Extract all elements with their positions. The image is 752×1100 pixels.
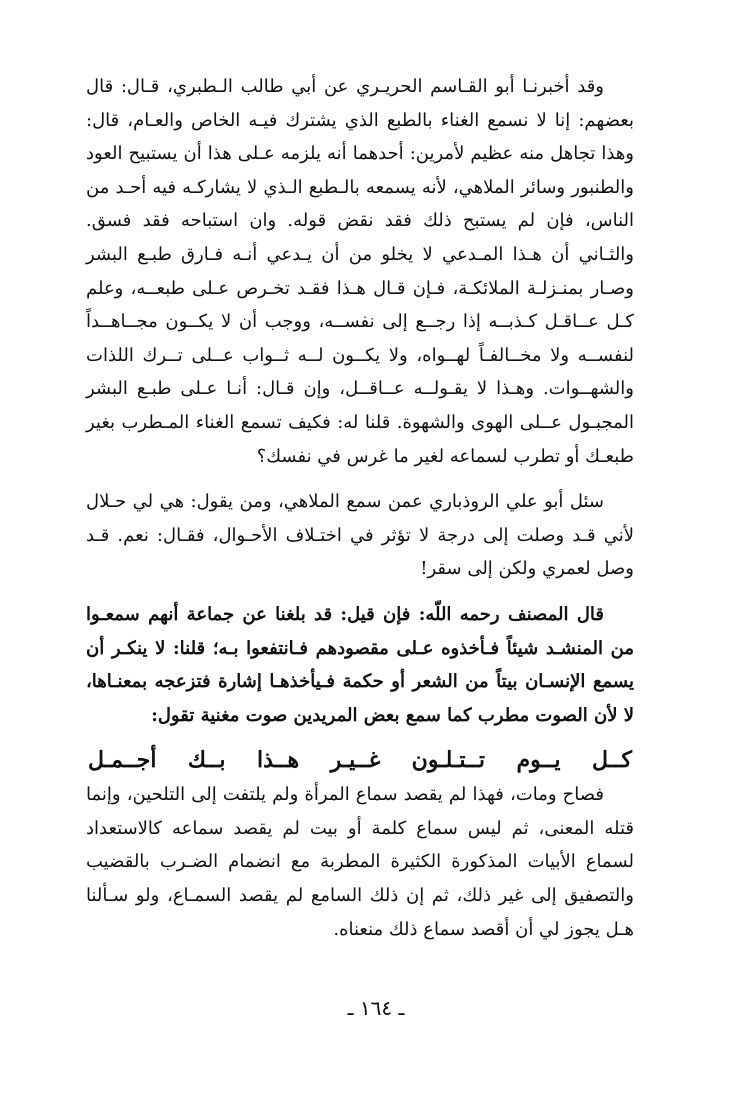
- verse-word: هــذا: [256, 747, 300, 774]
- verse-line: [86, 742, 634, 778]
- paragraph-1: وقد أخبرنـا أبو القـاسم الحريـري عن أبي طالب الـطبري، قـال: قال بعضهم: إنا لا نسمع الغناء بالطبع الذي يشترك فيـه الخاص والعـام، قال: وهذا تجاهل منه عظيم لأمرين: أحدهما أنه يلزمه عـلى هذا أن يستبيح العود والطنبور وسائر الملاهي، لأنه يسمعه بالـطبع الـذي لا يشاركـه فيه أحـد من الناس، فإن لم يستبح ذلك فقد نقض قوله. وان استباحه فقد فسق. والثـاني أن هـذا المـدعي لا يخلو من أن يـدعي أنـه فـارق طبـع البشر وصـار بمنـزلـة الملائكـة، فـإن قـال هـذا فقـد تخـرص عـلى طبعــه، وعلم كـل عــاقـل كـذبــه إذا رجــع إلى نفســه، ووجب أن لا يكــون مجــاهــداً لنفســه ولا مخــالفـاً لهــواه، ولا يكــون لــه ثــواب عــلى تــرك اللذات والشهــوات. وهـذا لا يقـولــه عــاقــل، وإن قـال: أنـا عـلى طبـع البشر المجبـول عــلى الهوى والشهوة. قلنا له: فكيف تسمع الغناء المـطرب بغير طبعـك أو تطرب لسماعه لغير ما غرس في نفسك؟: [86, 76, 634, 467]
- verse-word: تــتـلـون: [411, 747, 486, 774]
- verse-word: غــيـر: [330, 747, 381, 774]
- paragraph-4: فصاح ومات، فهذا لم يقصد سماع المرأة ولم يلتفت إلى التلحين، وإنما قتله المعنى، ثم ليس سماع كلمة أو بيت لم يقصد سماعه كالاستعداد لسماع الأبيات المذكورة الكثيرة المطربة مع انضمام الضـرب بالقضيب والتصفيق إلى غير ذلك، ثم إن ذلك السامع لم يقصد السمـاع، ولو سـألنا هـل يجوز لي أن أقصد سماع ذلك منعناه.: [86, 784, 634, 940]
- verse-word: أجــمـل: [88, 747, 157, 774]
- text-body: [86, 70, 634, 946]
- paragraph-3: قال المصنف رحمه اللّه: فإن قيل: قد بلغنا عن جماعة أنهم سمعـوا من المنشـد شيئاً فـأخذوه عـلى مقصودهم فـانتفعوا بـه؛ قلنا: لا ينكـر أن يسمع الإنسـان بيتاً من الشعر أو حكمة فـيأخذهـا إشارة فتزعجه بمعنـاها، لا لأن الصوت مطرب كما سمع بعض المريدين صوت مغنية تقول:: [86, 603, 634, 726]
- paragraph-2: سئل أبو علي الروذباري عمن سمع الملاهي، ومن يقول: هي لي حـلال لأني قـد وصلت إلى درجة لا تؤثر في اختـلاف الأحـوال، فقـال: نعم. قـد وصل لعمري ولكن إلى سقر!: [86, 491, 634, 580]
- page-number: ـ ١٦٤ ـ: [347, 996, 405, 1020]
- verse-word: بــك: [187, 747, 226, 774]
- verse-word: يــوم: [516, 747, 561, 774]
- verse-word: كــل: [591, 747, 632, 774]
